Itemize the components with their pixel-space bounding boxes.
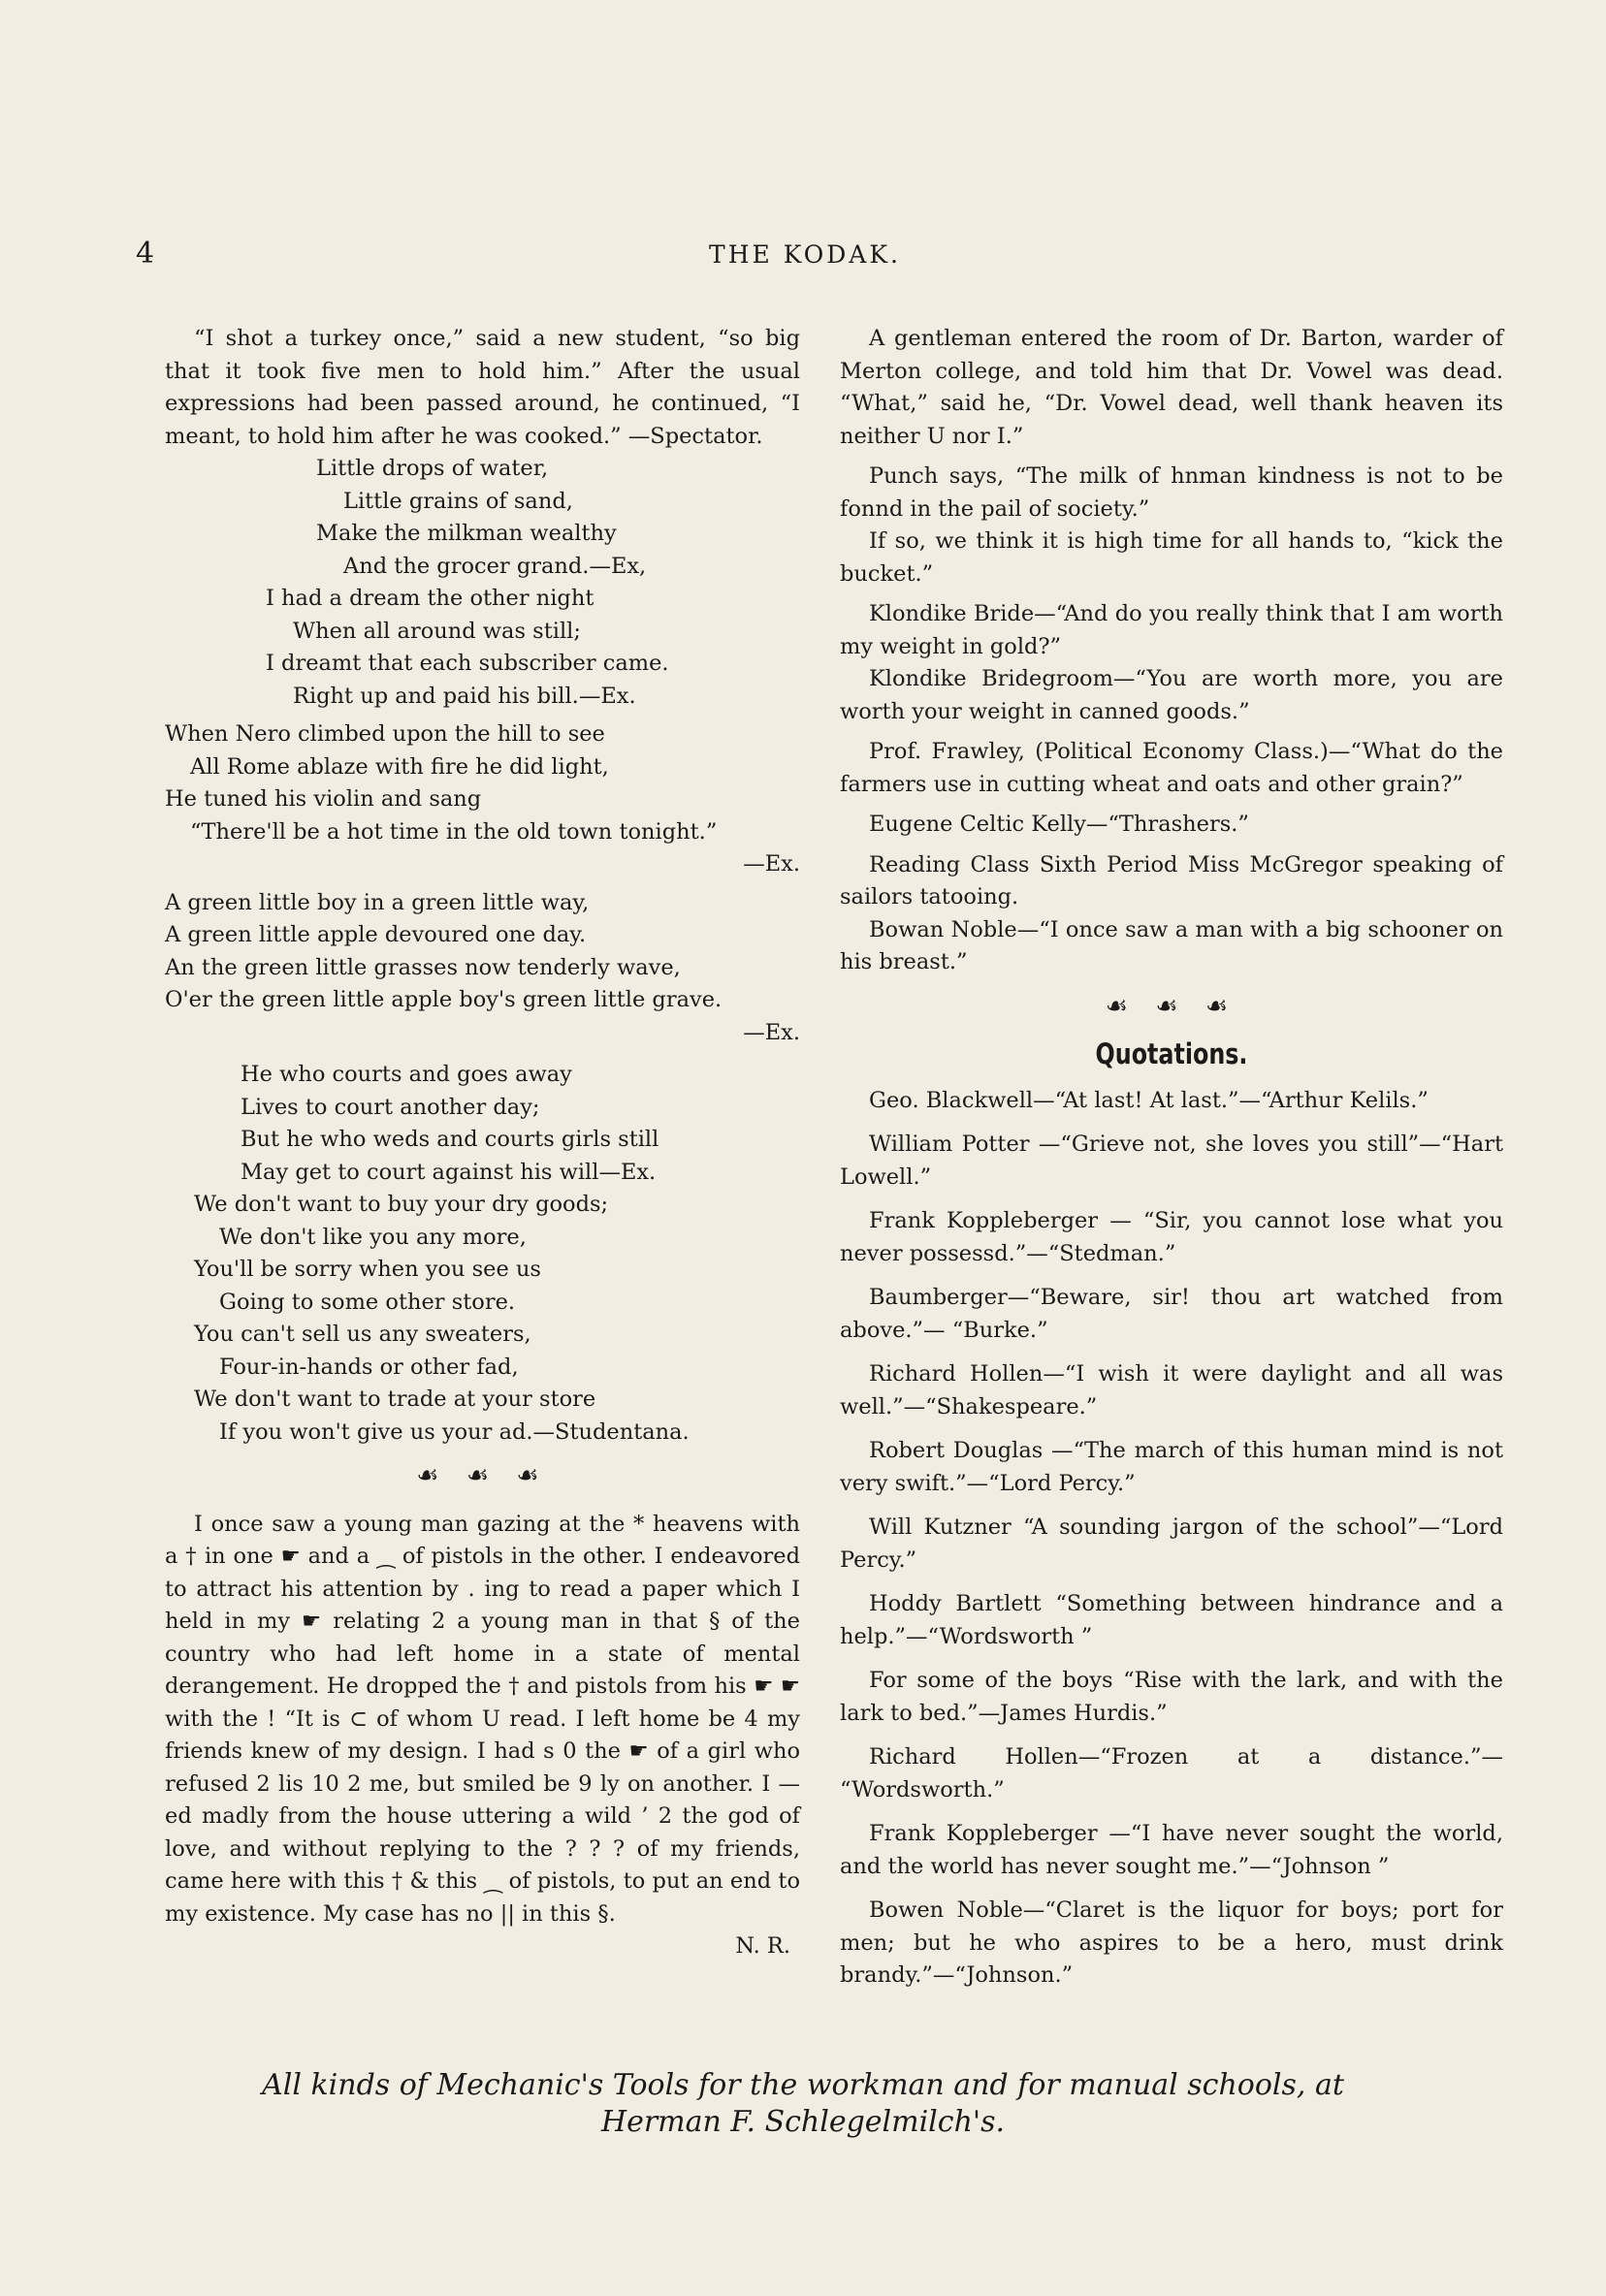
verse-line: But he who weds and courts girls still	[241, 1127, 659, 1152]
quotation-item: Richard Hollen—“I wish it were daylight and all was well.”—“Shakespeare.”	[840, 1361, 1503, 1419]
poem-subscriber-dream	[165, 583, 800, 713]
verse-line: May get to court against his will—Ex.	[241, 1159, 657, 1185]
frawley-question: Prof. Frawley, (Political Economy Class.)—“What do the farmers use in cutting wheat and oats and other grain?”	[840, 739, 1503, 797]
quotation-item: Frank Koppleberger —“I have never sought the world, and the world has never sought me.”—“Johnson ”	[840, 1821, 1503, 1879]
rebus-signature: N. R.	[735, 1933, 790, 1959]
verse-line: Right up and paid his bill.—Ex.	[293, 683, 636, 709]
verse-line: We don't want to buy your dry goods;	[194, 1192, 609, 1217]
verse-line: We don't like you any more,	[219, 1224, 527, 1250]
journal-title: THE KODAK.	[709, 240, 901, 269]
ad-line-1: All kinds of Mechanic's Tools for the workman and for manual schools, at	[262, 2068, 1344, 2102]
vowel-joke: A gentleman entered the room of Dr. Barton, warder of Merton college, and told him that Dr. Vowel was dead. “What,” said he, “Dr. Vowel dead, well thank heaven its neither U nor I.”	[840, 326, 1503, 449]
ornament-divider: ☙ ☙ ☙	[416, 1461, 549, 1490]
poem-courts	[165, 1059, 800, 1189]
punch-joke: Punch says, “The milk of hnman kindness is not to be fonnd in the pail of society.”	[840, 463, 1503, 522]
quotation-item: Frank Koppleberger — “Sir, you cannot lose what you never possessd.”—“Stedman.”	[840, 1208, 1503, 1266]
klondike-groom: Klondike Bridegroom—“You are worth more, you are worth your weight in canned goods.”	[840, 666, 1503, 724]
verse-line: A green little apple devoured one day.	[165, 922, 587, 947]
verse-line: I had a dream the other night	[266, 586, 594, 611]
verse-line: A green little boy in a green little way,	[165, 889, 590, 915]
turkey-anecdote: “I shot a turkey once,” said a new student, “so big that it took five men to hold him.” After the usual expressions had been passed around, he continued, “I meant, to hold him after he was cooked.” —Spectator.	[165, 326, 800, 449]
verse-line: We don't want to trade at your store	[194, 1387, 596, 1412]
verse-line: Little drops of water,	[316, 456, 549, 481]
quotation-item: Hoddy Bartlett “Something between hindrance and a help.”—“Wordsworth ”	[840, 1591, 1503, 1649]
quotation-item: Bowen Noble—“Claret is the liquor for boys; port for men; but he who aspires to be a hero, must drink brandy.”—“Johnson.”	[840, 1897, 1503, 1988]
left-column	[165, 323, 800, 1963]
verse-line: “There'll be a hot time in the old town tonight.”	[190, 818, 718, 845]
rebus-story: I once saw a young man gazing at the * heavens with a † in one ☛ and a ⁔ of pistols in the other. I endeavored to attract his attention by . ing to read a paper which I held in my ☛ relating 2 a young man in that § of the country who had left home in a state of mental derangement. He dropped the † and pistols from his ☛ ☛ with the ! “It is ⊂ of whom U read. I left home be 4 my friends knew of my design. I had s 0 the ☛ of a girl who refused 2 lis 10 2 me, but smiled be 9 ly on another. I — ed madly from the house uttering a wild ’ 2 the god of love, and without replying to the ? ? ? of my friends, came here with this † & this ⁔ of pistols, to put an end to my existence. My case has no || in this §.	[165, 1511, 800, 1927]
verse-line: Going to some other store.	[219, 1289, 516, 1315]
poem-credit: —Ex.	[743, 1019, 800, 1045]
verse-line: An the green little grasses now tenderly wave,	[165, 954, 681, 980]
quotation-item: Baumberger—“Beware, sir! thou art watched from above.”— “Burke.”	[840, 1285, 1503, 1343]
poem-credit: —Ex.	[743, 851, 800, 877]
ad-line-2: Herman F. Schlegelmilch's.	[600, 2105, 1006, 2139]
verse-line: Make the milkman wealthy	[316, 521, 617, 546]
poem-green-little-boy	[165, 887, 800, 1050]
reading-class: Reading Class Sixth Period Miss McGregor speaking of sailors tatooing.	[840, 851, 1503, 909]
kelly-answer: Eugene Celtic Kelly—“Thrashers.”	[869, 812, 1249, 837]
verse-line: He who courts and goes away	[241, 1062, 572, 1087]
advertisement-footer	[116, 2067, 1490, 2141]
verse-line: If you won't give us your ad.—Studentana.	[219, 1419, 690, 1445]
page-number: 4	[136, 237, 155, 271]
quotation-item: Will Kutzner “A sounding jargon of the school”—“Lord Percy.”	[840, 1515, 1503, 1573]
ornament-divider: ☙ ☙ ☙	[1105, 991, 1238, 1021]
bucket-joke: If so, we think it is high time for all hands to, “kick the bucket.”	[840, 528, 1503, 587]
quotation-item: Geo. Blackwell—“At last! At last.”—“Arthur Kelils.”	[869, 1087, 1429, 1113]
verse-line: When all around was still;	[293, 618, 581, 644]
verse-line: When Nero climbed upon the hill to see	[165, 721, 605, 747]
verse-line: You can't sell us any sweaters,	[194, 1322, 531, 1347]
klondike-bride: Klondike Bride—“And do you really think that I am worth my weight in gold?”	[840, 601, 1503, 659]
right-column	[840, 323, 1503, 1993]
poem-dry-goods	[165, 1189, 800, 1449]
quotations-heading: Quotations.	[1095, 1037, 1248, 1070]
verse-line: Little grains of sand,	[343, 488, 573, 514]
noble-schooner: Bowan Noble—“I once saw a man with a big schooner on his breast.”	[840, 916, 1503, 974]
verse-line: O'er the green little apple boy's green little grave.	[165, 987, 723, 1012]
quotation-item: For some of the boys “Rise with the lark, and with the lark to bed.”—James Hurdis.”	[840, 1668, 1503, 1726]
page-header	[136, 237, 1474, 275]
verse-line: You'll be sorry when you see us	[194, 1257, 541, 1282]
verse-line: And the grocer grand.—Ex,	[343, 553, 647, 579]
verse-line: He tuned his violin and sang	[165, 786, 482, 812]
verse-line: I dreamt that each subscriber came.	[266, 651, 669, 676]
poem-nero	[165, 718, 800, 881]
verse-line: All Rome ablaze with fire he did light,	[190, 753, 609, 780]
poem-drops-of-water	[165, 453, 800, 583]
verse-line: Lives to court another day;	[241, 1094, 540, 1120]
quotation-item: Richard Hollen—“Frozen at a distance.”— “Wordsworth.”	[840, 1744, 1503, 1802]
quotation-item: Robert Douglas —“The march of this human mind is not very swift.”—“Lord Percy.”	[840, 1438, 1503, 1496]
verse-line: Four-in-hands or other fad,	[219, 1354, 519, 1380]
quotation-item: William Potter —“Grieve not, she loves you still”—“Hart Lowell.”	[840, 1132, 1503, 1190]
